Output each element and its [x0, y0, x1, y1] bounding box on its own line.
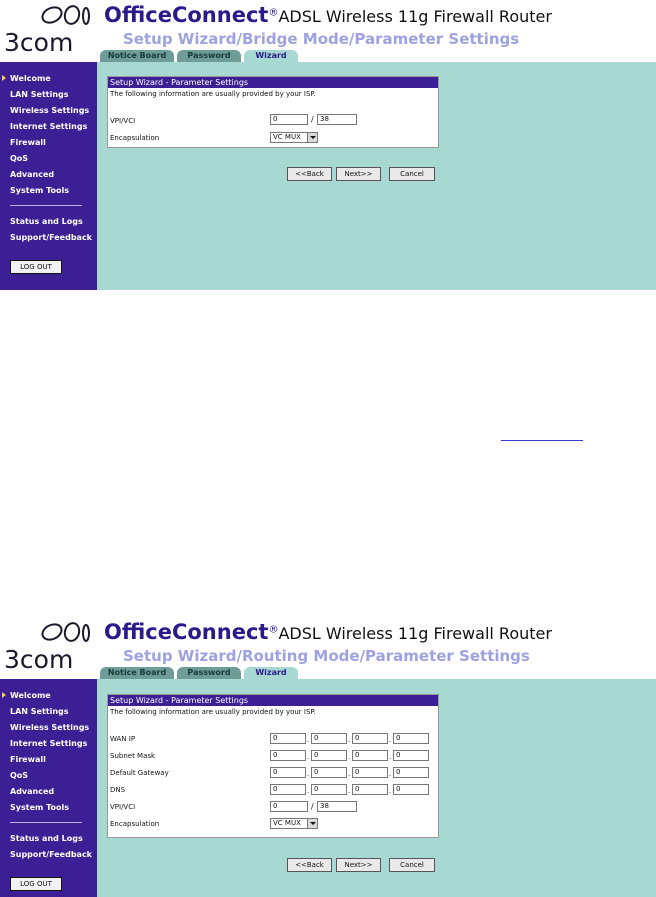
default-gateway-label: Default Gateway	[110, 769, 169, 777]
octet-separator: .	[389, 736, 392, 744]
octet-separator: .	[348, 753, 351, 761]
logout-button[interactable]: LOG OUT	[10, 260, 62, 274]
panel-note: The following information are usually provided by your ISP.	[110, 708, 316, 716]
sidebar-item-welcome[interactable]: Welcome	[10, 691, 51, 700]
tab-wizard[interactable]: Wizard	[244, 50, 298, 62]
back-button[interactable]: <<Back	[287, 858, 332, 872]
next-button[interactable]: Next>>	[336, 858, 381, 872]
sidebar-item-advanced[interactable]: Advanced	[10, 170, 55, 179]
wan-ip-octet-1[interactable]: 0	[270, 733, 306, 744]
dns-octet-2[interactable]: 0	[311, 784, 347, 795]
sidebar-item-wireless-settings[interactable]: Wireless Settings	[10, 106, 90, 115]
sidebar-item-advanced[interactable]: Advanced	[10, 787, 55, 796]
cancel-button[interactable]: Cancel	[389, 167, 435, 181]
dns-octet-1[interactable]: 0	[270, 784, 306, 795]
sidebar-item-firewall[interactable]: Firewall	[10, 138, 46, 147]
sidebar-item-welcome[interactable]: Welcome	[10, 74, 51, 83]
tab-password[interactable]: Password	[177, 667, 241, 679]
logo-text: 3com	[4, 645, 74, 674]
brand-title: OfficeConnect®ADSL Wireless 11g Firewall Router	[104, 620, 552, 644]
routing-screenshot	[0, 617, 656, 897]
wan-ip-octet-3[interactable]: 0	[352, 733, 388, 744]
tab-notice-board[interactable]: Notice Board	[100, 50, 174, 62]
vci-input[interactable]: 38	[317, 801, 357, 812]
wan-ip-octet-2[interactable]: 0	[311, 733, 347, 744]
parameter-panel	[107, 694, 439, 838]
cancel-button[interactable]: Cancel	[389, 858, 435, 872]
tab-notice-board[interactable]: Notice Board	[100, 667, 174, 679]
sidebar-item-system-tools[interactable]: System Tools	[10, 803, 69, 812]
encapsulation-label: Encapsulation	[110, 820, 160, 828]
octet-separator: .	[389, 753, 392, 761]
vpi-input[interactable]: 0	[270, 801, 308, 812]
back-button[interactable]: <<Back	[287, 167, 332, 181]
vpivci-separator: /	[311, 802, 314, 811]
octet-separator: .	[348, 770, 351, 778]
link-underline	[501, 440, 583, 441]
octet-separator: .	[307, 736, 310, 744]
sidebar-item-internet-settings[interactable]: Internet Settings	[10, 122, 88, 131]
encapsulation-label: Encapsulation	[110, 134, 160, 142]
encapsulation-value: VC MUX	[273, 133, 301, 141]
subnet-octet-3[interactable]: 0	[352, 750, 388, 761]
gateway-octet-4[interactable]: 0	[393, 767, 429, 778]
subnet-mask-label: Subnet Mask	[110, 752, 156, 760]
octet-separator: .	[389, 770, 392, 778]
brand-title: OfficeConnect®ADSL Wireless 11g Firewall Router	[104, 3, 552, 27]
active-arrow-icon	[2, 692, 6, 698]
sidebar-item-qos[interactable]: QoS	[10, 771, 29, 780]
panel-title: Setup Wizard - Parameter Settings	[108, 695, 438, 706]
sidebar-item-system-tools[interactable]: System Tools	[10, 186, 69, 195]
gateway-octet-3[interactable]: 0	[352, 767, 388, 778]
subnet-octet-2[interactable]: 0	[311, 750, 347, 761]
logo-swirl-icon	[38, 621, 94, 643]
vpivci-separator: /	[311, 115, 314, 124]
wan-ip-label: WAN IP	[110, 735, 136, 743]
tab-password[interactable]: Password	[177, 50, 241, 62]
logo	[0, 0, 97, 62]
page-title: Setup Wizard/Bridge Mode/Parameter Settings	[123, 30, 520, 48]
chevron-down-icon[interactable]	[307, 133, 317, 142]
sidebar-item-lan-settings[interactable]: LAN Settings	[10, 90, 69, 99]
octet-separator: .	[307, 753, 310, 761]
sidebar-item-support-feedback[interactable]: Support/Feedback	[10, 850, 93, 859]
vci-input[interactable]: 38	[317, 114, 357, 125]
sidebar-divider	[10, 205, 82, 206]
octet-separator: .	[348, 787, 351, 795]
bridge-screenshot	[0, 0, 656, 290]
octet-separator: .	[348, 736, 351, 744]
subnet-octet-4[interactable]: 0	[393, 750, 429, 761]
logo-swirl-icon	[38, 4, 94, 26]
subnet-octet-1[interactable]: 0	[270, 750, 306, 761]
next-button[interactable]: Next>>	[336, 167, 381, 181]
sidebar	[0, 679, 97, 897]
dns-octet-3[interactable]: 0	[352, 784, 388, 795]
sidebar-item-firewall[interactable]: Firewall	[10, 755, 46, 764]
sidebar	[0, 62, 97, 290]
octet-separator: .	[389, 787, 392, 795]
tab-wizard[interactable]: Wizard	[244, 667, 298, 679]
panel-note: The following information are usually provided by your ISP.	[110, 90, 316, 98]
encapsulation-value: VC MUX	[273, 819, 301, 827]
logo-text: 3com	[4, 28, 74, 57]
panel-title: Setup Wizard - Parameter Settings	[108, 77, 438, 88]
chevron-down-icon[interactable]	[307, 819, 317, 828]
sidebar-item-qos[interactable]: QoS	[10, 154, 29, 163]
sidebar-item-status-logs[interactable]: Status and Logs	[10, 217, 83, 226]
sidebar-item-lan-settings[interactable]: LAN Settings	[10, 707, 69, 716]
dns-label: DNS	[110, 786, 126, 794]
gateway-octet-2[interactable]: 0	[311, 767, 347, 778]
page-title: Setup Wizard/Routing Mode/Parameter Settings	[123, 647, 530, 665]
encapsulation-select[interactable]	[270, 132, 318, 143]
vpivci-label: VPI/VCI	[110, 117, 136, 125]
encapsulation-select[interactable]	[270, 818, 318, 829]
octet-separator: .	[307, 787, 310, 795]
gateway-octet-1[interactable]: 0	[270, 767, 306, 778]
sidebar-item-internet-settings[interactable]: Internet Settings	[10, 739, 88, 748]
active-arrow-icon	[2, 75, 6, 81]
dns-octet-4[interactable]: 0	[393, 784, 429, 795]
octet-separator: .	[307, 770, 310, 778]
sidebar-divider	[10, 822, 82, 823]
sidebar-item-wireless-settings[interactable]: Wireless Settings	[10, 723, 90, 732]
vpi-input[interactable]: 0	[270, 114, 308, 125]
wan-ip-octet-4[interactable]: 0	[393, 733, 429, 744]
sidebar-item-status-logs[interactable]: Status and Logs	[10, 834, 83, 843]
parameter-panel	[107, 76, 439, 148]
logout-button[interactable]: LOG OUT	[10, 877, 62, 891]
logo	[0, 617, 97, 679]
vpivci-label: VPI/VCI	[110, 803, 136, 811]
sidebar-item-support-feedback[interactable]: Support/Feedback	[10, 233, 93, 242]
